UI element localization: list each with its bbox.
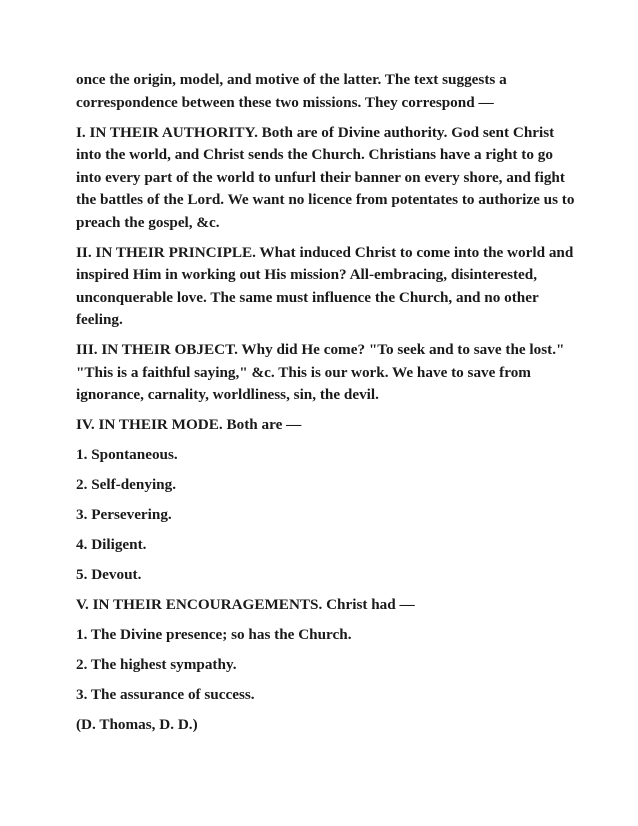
list-item-encouragement-1: 1. The Divine presence; so has the Church.: [76, 626, 352, 643]
citation: (D. Thomas, D. D.): [76, 716, 198, 733]
paragraph-object: III. IN THEIR OBJECT. Why did He come? "To seek and to save the lost." "This is a faithful saying," &c. This is our work. We have to save from ignorance, carnality, worldliness, sin, the devil.: [76, 341, 565, 403]
list-item-mode-3: 3. Persevering.: [76, 506, 172, 523]
paragraph-principle: II. IN THEIR PRINCIPLE. What induced Christ to come into the world and inspired Him in working out His mission? All-embracing, disinterested, unconquerable love. The same must influence the Church, and no other feeling.: [76, 243, 574, 328]
list-item-mode-4: 4. Diligent.: [76, 536, 147, 553]
paragraph-intro: once the origin, model, and motive of the latter. The text suggests a correspondence between these two missions. They correspond —: [76, 71, 507, 111]
list-item-mode-1: 1. Spontaneous.: [76, 446, 178, 463]
paragraph-mode: IV. IN THEIR MODE. Both are —: [76, 416, 302, 433]
paragraph-authority: I. IN THEIR AUTHORITY. Both are of Divine authority. God sent Christ into the world, and Christ sends the Church. Christians have a right to go into every part of the world to unfurl their banner on every shore, and fight the battles of the Lord. We want no licence from potentates to authorize us to preach the gospel, &c.: [76, 123, 575, 231]
list-item-mode-5: 5. Devout.: [76, 566, 142, 583]
paragraph-encouragements: V. IN THEIR ENCOURAGEMENTS. Christ had —: [76, 596, 415, 613]
list-item-mode-2: 2. Self-denying.: [76, 476, 176, 493]
list-item-encouragement-2: 2. The highest sympathy.: [76, 656, 237, 673]
list-item-encouragement-3: 3. The assurance of success.: [76, 686, 255, 703]
document-body: [76, 69, 576, 744]
